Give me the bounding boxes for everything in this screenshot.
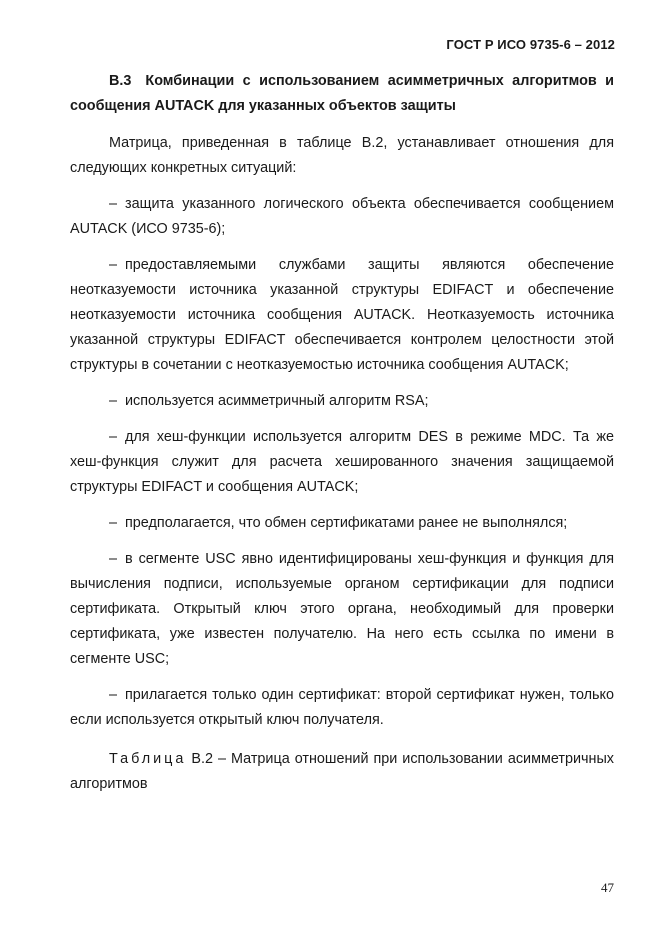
section-heading: [70, 69, 614, 119]
table-caption: [70, 747, 614, 797]
section-number: В.3: [109, 73, 132, 89]
list-dash: –: [109, 429, 118, 445]
list-item-text: защита указанного логического объекта обеспечивается сообщением AUTACK (ИСО 9735-6);: [70, 196, 614, 237]
list-item: [70, 425, 614, 500]
list-item: [70, 683, 614, 733]
list-item-text: предполагается, что обмен сертификатами ранее не выполнялся;: [125, 515, 568, 531]
list-dash: –: [109, 257, 118, 273]
section-title: Комбинации с использованием асимметричных алгоритмов и сообщения AUTACK для указанных объектов защиты: [70, 73, 614, 114]
list-item: [70, 547, 614, 672]
intro-paragraph: Матрица, приведенная в таблице В.2, устанавливает отношения для следующих конкретных ситуаций:: [70, 135, 614, 176]
list-item-text: прилагается только один сертификат: второй сертификат нужен, только если используется открытый ключ получателя.: [70, 687, 614, 728]
list-item-text: для хеш-функции используется алгоритм DES в режиме MDC. Та же хеш-функция служит для расчета хешированного значения защищаемой структуры EDIFACT и сообщения AUTACK;: [70, 429, 614, 495]
list-dash: –: [109, 551, 118, 567]
table-caption-text: В.2 – Матрица отношений при использовании асимметричных алгоритмов: [70, 751, 614, 792]
list-item-text: в сегменте USC явно идентифицированы хеш-функция и функция для вычисления подписи, используемые органом сертификации для подписи сертификата. Открытый ключ этого органа, необходимый для проверки сертификата, уже известен получателю. На него есть ссылка по имени в сегменте USC;: [70, 551, 614, 667]
standard-header: ГОСТ Р ИСО 9735-6 – 2012: [446, 37, 615, 52]
list-item: [70, 192, 614, 242]
list-item-text: предоставляемыми службами защиты являются обеспечение неотказуемости источника указанной структуры EDIFACT и обеспечение неотказуемости источника сообщения AUTACK. Неотказуемость источника указанной структуры EDIFACT обеспечивается контролем целостности этой структуры в сочетании с неотказуемостью источника сообщения AUTACK;: [70, 257, 614, 373]
list-item: [70, 253, 614, 378]
list-dash: –: [109, 515, 118, 531]
page-content: [70, 69, 614, 797]
list-item: [70, 389, 614, 414]
list-item-text: используется асимметричный алгоритм RSA;: [125, 393, 429, 409]
list-item: [70, 511, 614, 536]
list-dash: –: [109, 687, 118, 703]
table-caption-label: Таблица: [109, 751, 187, 767]
list-dash: –: [109, 393, 118, 409]
list-dash: –: [109, 196, 118, 212]
page-number: 47: [601, 880, 614, 895]
